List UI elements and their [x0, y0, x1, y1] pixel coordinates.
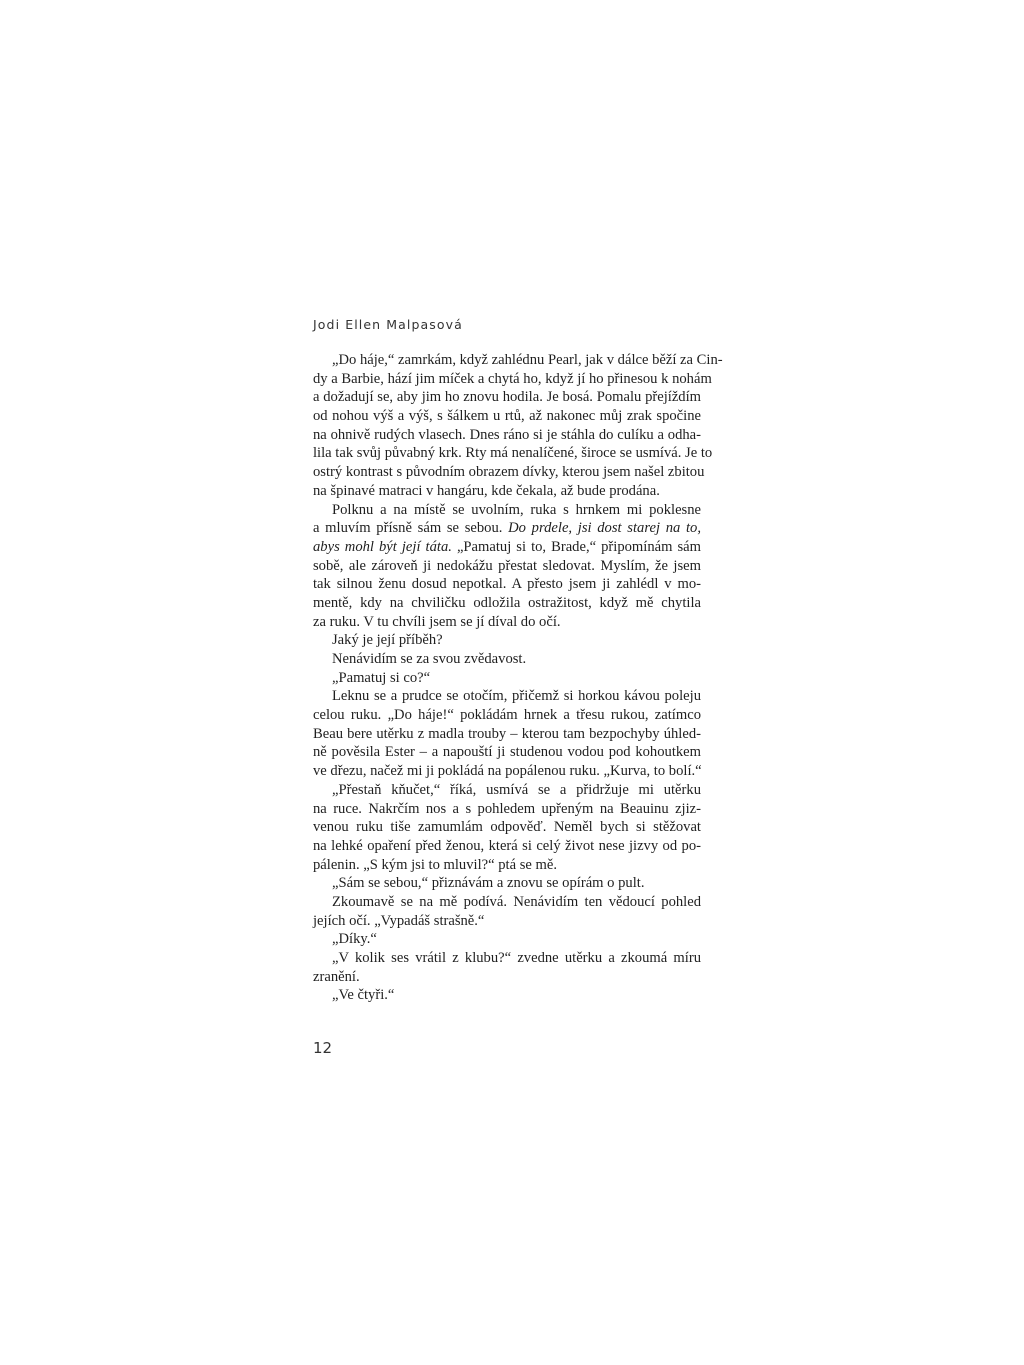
line-text: „Díky.“ — [332, 931, 377, 948]
text-line — [313, 557, 701, 576]
text-line — [313, 762, 701, 781]
line-text: Zkoumavě se na mě podívá. Nenávidím ten vědoucí pohled — [332, 893, 701, 910]
text-line — [313, 444, 713, 463]
line-text: Jaký je její příběh? — [332, 632, 443, 649]
line-text: Leknu se a prudce se otočím, přičemž si horkou kávou poleju — [332, 688, 701, 705]
line-text: „Přestaň kňučet,“ říká, usmívá se a přidržuje mi utěrku — [332, 781, 701, 798]
text-line — [313, 893, 701, 912]
text-line — [313, 482, 701, 501]
italic-segment: Do prdele, jsi dost starej na to, — [508, 520, 701, 537]
line-text: celou ruku. „Do háje!“ pokládám hrnek a třesu rukou, zatímco — [313, 707, 701, 724]
text-line — [313, 800, 701, 819]
text-line — [313, 986, 701, 1005]
line-text: sobě, ale zároveň ji nedokážu přestat sledovat. Myslím, že jsem — [313, 557, 701, 574]
text-line — [313, 575, 701, 594]
text-line — [313, 426, 701, 445]
line-text: „V kolik ses vrátil z klubu?“ zvedne utěrku a zkoumá míru — [332, 950, 701, 966]
line-text: ve dřezu, načež mi ji pokládá na popálenou ruku. „Kurva, to bolí.“ — [313, 763, 702, 780]
line-text: „Pamatuj si co?“ — [332, 669, 431, 686]
line-text: Polknu a na místě se uvolním, ruka s hrnkem mi poklesne — [332, 501, 701, 518]
line-text: „Pamatuj si to, Brade,“ připomínám sám — [451, 538, 702, 555]
text-line — [313, 370, 712, 389]
line-text: od nohou výš a výš, s šálkem u rtů, až nakonec můj zrak spočine — [313, 408, 701, 425]
text-line — [313, 613, 701, 632]
text-line — [313, 930, 701, 949]
running-head: Jodi Ellen Malpasová — [313, 317, 463, 332]
line-text: jejích očí. „Vypadáš strašně.“ — [313, 912, 485, 929]
text-line — [313, 463, 705, 482]
line-text: „Do háje,“ zamrkám, když zahlédnu Pearl, jak v dálce běží za Cin- — [332, 352, 723, 368]
text-line — [313, 949, 701, 968]
line-text: na lehké opaření před ženou, která si celý život nese jizvy od po- — [313, 837, 701, 854]
text-line — [313, 687, 701, 706]
text-line — [313, 519, 701, 538]
body-text — [313, 351, 723, 1005]
text-line — [313, 781, 701, 800]
text-line — [313, 351, 723, 370]
line-text: zranění. — [313, 968, 360, 985]
text-line — [313, 968, 701, 987]
text-line — [313, 706, 701, 725]
line-text: pálenin. „S kým jsi to mluvil?“ ptá se mě. — [313, 856, 557, 873]
page-number: 12 — [313, 1039, 333, 1057]
text-line — [313, 669, 701, 688]
line-text: venou ruku tiše zamumlám odpověď. Neměl bych si stěžovat — [313, 819, 701, 836]
text-line — [313, 856, 701, 875]
text-line — [313, 818, 701, 837]
text-line — [313, 594, 701, 613]
line-text: na ohnivě rudých vlasech. Dnes ráno si je stáhla do culíku a odha- — [313, 426, 701, 443]
text-line — [313, 912, 701, 931]
line-text: a dožadují se, aby jim ho znovu hodila. Je bosá. Pomalu přejíždím — [313, 389, 701, 406]
line-text: mentě, kdy na chviličku odložila ostražitost, když mě chytila — [313, 594, 701, 611]
text-line — [313, 388, 701, 407]
line-text: dy a Barbie, hází jim míček a chytá ho, když jí ho přinesou k nohám — [313, 370, 712, 387]
line-text: Beau bere utěrku z madla trouby – kterou tam bezpochyby úhled- — [313, 725, 701, 742]
line-text: „Ve čtyři.“ — [332, 987, 395, 1004]
line-text: na špinavé matraci v hangáru, kde čekala, až bude prodána. — [313, 482, 660, 499]
text-line — [313, 501, 701, 520]
line-text: „Sám se sebou,“ přiznávám a znovu se opírám o pult. — [332, 875, 645, 892]
line-text: lila tak svůj půvabný krk. Rty má nenalíčené, široce se usmívá. Je to — [313, 445, 713, 462]
line-text: za ruku. V tu chvíli jsem se jí díval do očí. — [313, 613, 561, 630]
line-text: na ruce. Nakrčím nos a s pohledem upřeným na Beauinu zjiz- — [313, 800, 701, 817]
line-text: Nenávidím se za svou zvědavost. — [332, 651, 527, 667]
italic-segment: abys mohl být její táta. — [313, 538, 452, 555]
text-line — [313, 407, 701, 426]
text-line — [313, 538, 701, 557]
line-text: tak silnou ženu dosud nepotkal. A přesto jsem ji zahlédl v mo- — [313, 576, 701, 593]
text-line — [313, 650, 701, 669]
line-text: a mluvím přísně sám se sebou. — [313, 520, 509, 537]
text-line — [313, 725, 701, 744]
text-line — [313, 631, 701, 650]
text-line — [313, 874, 701, 893]
text-line — [313, 837, 701, 856]
line-text: ostrý kontrast s původním obrazem dívky, kterou jsem našel zbitou — [313, 464, 705, 481]
text-line — [313, 743, 701, 762]
line-text: ně pověsila Ester – a napouští ji studenou vodou pod kohoutkem — [313, 744, 701, 761]
